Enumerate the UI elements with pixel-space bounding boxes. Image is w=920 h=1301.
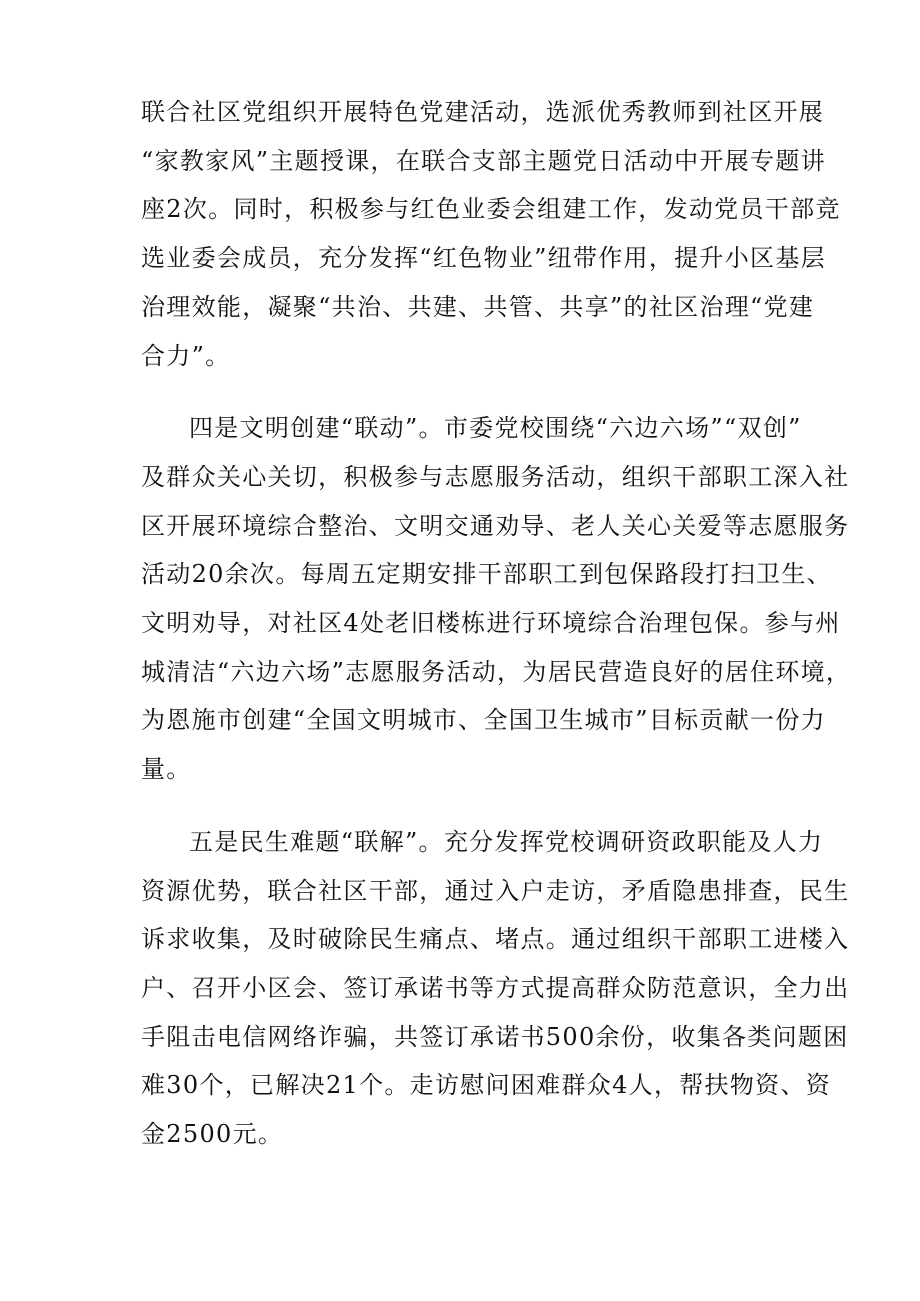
text-line: 五是民生难题“联解”。充分发挥党校调研资政职能及人力: [189, 827, 824, 856]
text-line: 联合社区党组织开展特色党建活动，选派优秀教师到社区开展: [141, 98, 825, 126]
text-line: “家教家风”主题授课，在联合支部主题党日活动中开展专题讲: [141, 146, 826, 175]
text-line: 量。: [141, 755, 192, 784]
text-line: 座2次。同时，积极参与红色业委会组建工作，发动党员干部竞: [141, 195, 841, 224]
text-line: 合力”。: [141, 341, 231, 370]
text-line: 活动20余次。每周五定期安排干部职工到包保路段打扫卫生、: [141, 560, 832, 589]
text-line: 城清洁“六边六场”志愿服务活动，为居民营造良好的居住环境，: [141, 657, 852, 686]
text-line: 资源优势，联合社区干部，通过入户走访，矛盾隐患排查，民生: [141, 876, 850, 905]
text-line: 为恩施市创建“全国文明城市、全国卫生城市”目标贡献一份力: [141, 706, 826, 735]
text-line: 户、召开小区会、签订承诺书等方式提高群众防范意识，全力出: [141, 973, 850, 1002]
text-line: 手阻击电信网络诈骗，共签订承诺书500余份，收集各类问题困: [141, 1022, 849, 1051]
paragraph-1: [141, 88, 841, 380]
text-line: 区开展环境综合整治、文明交通劝导、老人关心关爱等志愿服务: [141, 511, 850, 540]
paragraph-2: [141, 404, 852, 794]
text-line: 金2500元。: [141, 1120, 284, 1149]
text-line: 选业委会成员，充分发挥“红色物业”纽带作用，提升小区基层: [141, 244, 826, 273]
text-line: 难30个，已解决21个。走访慰问困难群众4人，帮扶物资、资: [141, 1071, 832, 1100]
document-page: [141, 88, 852, 1159]
paragraph-3: [141, 818, 850, 1159]
text-line: 及群众关心关切，积极参与志愿服务活动，组织干部职工深入社: [141, 462, 850, 491]
text-line: 诉求收集，及时破除民生痛点、堵点。通过组织干部职工进楼入: [141, 925, 850, 954]
text-line: 治理效能，凝聚“共治、共建、共管、共享”的社区治理“党建: [141, 292, 815, 321]
text-line: 四是文明创建“联动”。市委党校围绕“六边六场”“双创”: [189, 414, 802, 443]
text-line: 文明劝导，对社区4处老旧楼栋进行环境综合治理包保。参与州: [141, 609, 841, 638]
